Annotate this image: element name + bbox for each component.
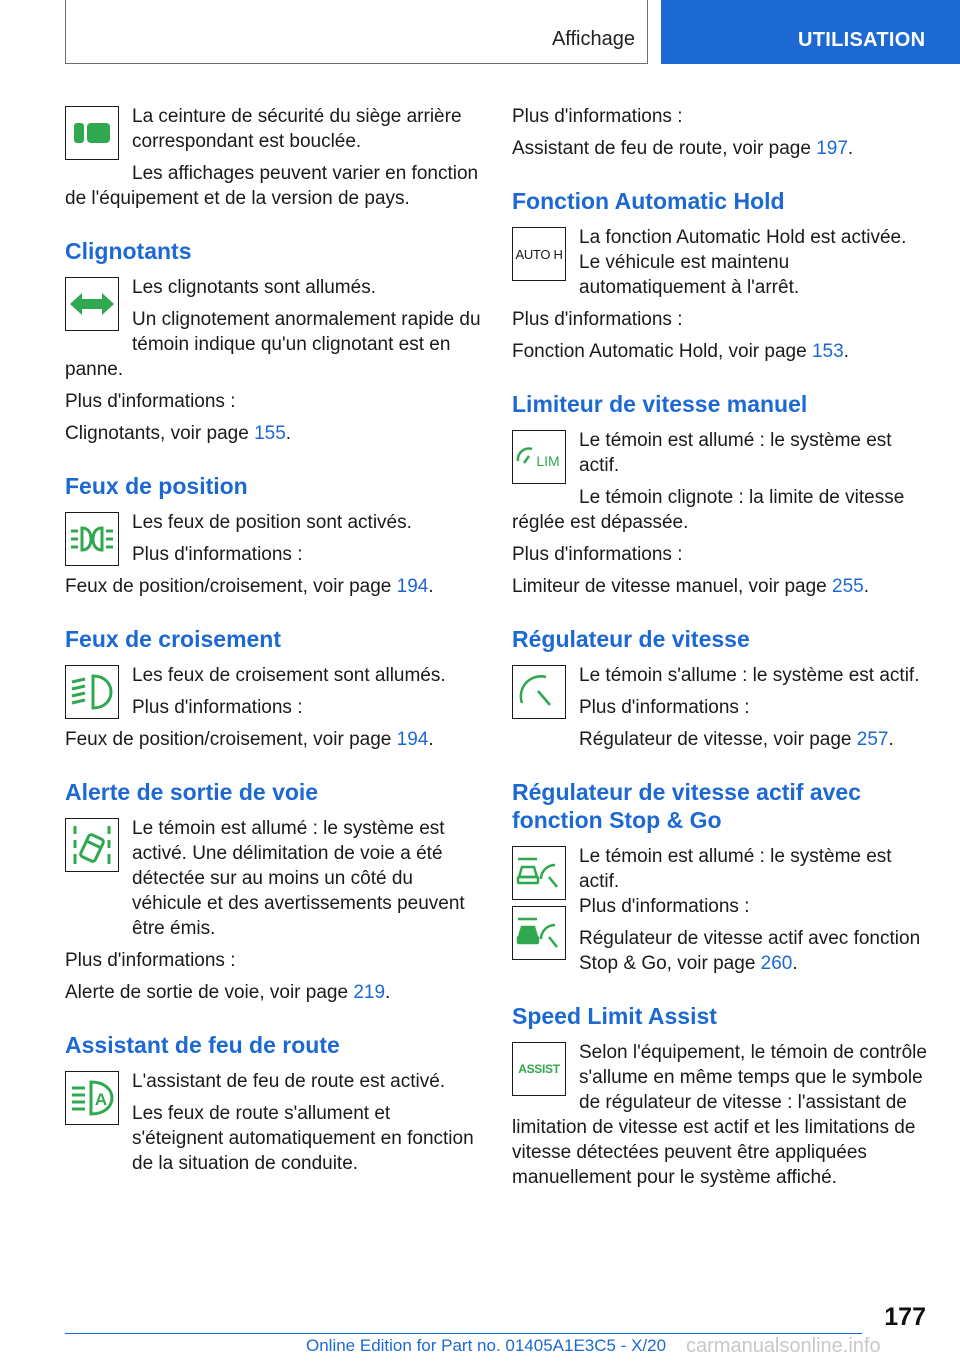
page-link-257[interactable]: 257: [856, 729, 889, 750]
heading-speed-limit-assist: Speed Limit Assist: [512, 1003, 717, 1029]
speed-limit-assist-icon: [512, 1042, 566, 1096]
position-entry: [65, 510, 483, 599]
route-text-1: L'assistant de feu de route est activé.: [132, 1071, 446, 1092]
page-link-219[interactable]: 219: [353, 982, 386, 1003]
route-text-2: Les feux de route s'allument et s'éteignent automatiquement en fonction de la situation de conduite.: [132, 1103, 474, 1174]
heading-automatic-hold: Fonction Automatic Hold: [512, 188, 785, 214]
cruise-control-icon: [512, 665, 566, 719]
lane-departure-icon: [65, 818, 119, 872]
clignotants-entry: [65, 275, 483, 382]
limiteur-text-1: Le témoin est allumé : le système est actif.: [579, 430, 892, 476]
clignotants-info-label: Plus d'informations :: [65, 391, 236, 412]
page-number: 177: [884, 1303, 926, 1331]
regulateur-text-2: Plus d'informations :: [579, 697, 750, 718]
green-seatbelt-indicator-icon: [65, 106, 119, 160]
acc-filled-icon: [512, 906, 566, 960]
regulateur-entry: [512, 663, 930, 752]
acc-ref: Régulateur de vitesse actif avec fonction Stop & Go, voir page 260.: [579, 928, 921, 974]
hold-entry: [512, 225, 930, 300]
seatbelt-text-1: La ceinture de sécurité du siège arrière correspondant est bouclée.: [132, 106, 462, 152]
sla-text-1: Selon l'équipement, le témoin de contrôle s'allume en même temps que le symbole de régulateur de vitesse : l'assistant de limitation de vitesse est actif et les limitations de vitesse détectées peuvent être appliquées manuellement pour le système affiché.: [512, 1042, 927, 1188]
seatbelt-text-2: Les affichages peuvent varier en fonction de l'équipement et de la version de pays.: [65, 163, 479, 209]
footer-edition: Online Edition for Part no. 01405A1E3C5 - X/20: [306, 1336, 667, 1355]
footer-rule: [65, 1333, 862, 1334]
header-section-box: [65, 0, 648, 64]
acc-outline-icon: [512, 846, 566, 900]
header-section-title: Affichage: [551, 28, 635, 50]
heading-limiteur: Limiteur de vitesse manuel: [512, 391, 808, 417]
page-link-194-b[interactable]: 194: [396, 729, 429, 750]
croisement-text-1: Les feux de croisement sont allumés.: [132, 665, 446, 686]
right-column: [512, 104, 930, 1190]
acc-text-2: Plus d'informations :: [579, 896, 750, 917]
position-text-2: Plus d'informations :: [132, 544, 303, 565]
croisement-ref: Feux de position/croisement, voir page 194.: [65, 729, 434, 750]
sortie-entry: [65, 816, 483, 941]
sortie-info-label: Plus d'informations :: [65, 950, 236, 971]
route-entry: [65, 1069, 483, 1176]
auto-hold-icon: [512, 227, 566, 281]
heading-sortie-voie: Alerte de sortie de voie: [65, 779, 319, 805]
acc-entry: [512, 844, 930, 976]
croisement-entry: [65, 663, 483, 752]
hold-ref: Fonction Automatic Hold, voir page 153.: [512, 341, 849, 362]
position-text-1: Les feux de position sont activés.: [132, 512, 412, 533]
heading-feux-position: Feux de position: [65, 473, 248, 499]
acc-text-1: Le témoin est allumé : le système est actif.: [579, 846, 892, 892]
limiteur-entry: [512, 428, 930, 535]
seatbelt-entry: [65, 104, 483, 211]
route-ref: Assistant de feu de route, voir page 197.: [512, 138, 854, 159]
heading-acc: Régulateur de vitesse actif avec fonction Stop & Go: [512, 779, 861, 833]
footer-watermark: carmanualsonline.info: [686, 1335, 881, 1357]
parking-lights-icon: [65, 512, 119, 566]
limiteur-info-label: Plus d'informations :: [512, 544, 683, 565]
speed-limiter-icon-label: LIM: [536, 453, 560, 469]
limiteur-ref: Limiteur de vitesse manuel, voir page 255.: [512, 576, 869, 597]
limiteur-text-2: Le témoin clignote : la limite de vitesse réglée est dépassée.: [512, 487, 905, 533]
svg-text:A: A: [94, 1090, 108, 1109]
hold-text-1: La fonction Automatic Hold est activée. Le véhicule est maintenu automatiquement à l'arrêt.: [579, 227, 907, 298]
sla-entry: [512, 1040, 930, 1190]
clignotants-ref: Clignotants, voir page 155.: [65, 423, 292, 444]
heading-regulateur: Régulateur de vitesse: [512, 626, 750, 652]
speed-limiter-icon: [512, 430, 566, 484]
clignotants-text-1: Les clignotants sont allumés.: [132, 277, 376, 298]
route-info-label: Plus d'informations :: [512, 106, 683, 127]
regulateur-text-1: Le témoin s'allume : le système est actif.: [579, 665, 920, 686]
page-link-197[interactable]: 197: [816, 138, 848, 159]
page-link-194-a[interactable]: 194: [396, 576, 429, 597]
header-chapter-box: [661, 0, 960, 64]
low-beam-icon: [65, 665, 119, 719]
hold-info-label: Plus d'informations :: [512, 309, 683, 330]
speed-limit-assist-icon-label: ASSIST: [518, 1062, 560, 1076]
sortie-text-1: Le témoin est allumé : le système est activé. Une délimitation de voie a été détectée sur au moins un côté du véhicule et des avertissements peuvent être émis.: [132, 818, 465, 939]
page-link-155[interactable]: 155: [254, 423, 286, 444]
clignotants-text-2: Un clignotement anormalement rapide du témoin indique qu'un clignotant est en panne.: [65, 309, 481, 380]
heading-feu-route: Assistant de feu de route: [65, 1032, 340, 1058]
auto-hold-icon-label: AUTO H: [515, 246, 563, 262]
page-link-255[interactable]: 255: [832, 576, 864, 597]
heading-clignotants: Clignotants: [65, 238, 192, 264]
sortie-ref: Alerte de sortie de voie, voir page 219.: [65, 982, 391, 1003]
high-beam-assist-icon: [65, 1071, 119, 1125]
left-column: [65, 104, 483, 1176]
position-ref: Feux de position/croisement, voir page 194.: [65, 576, 434, 597]
turn-signal-arrows-icon: [65, 277, 119, 331]
page-link-153[interactable]: 153: [811, 341, 844, 362]
croisement-text-2: Plus d'informations :: [132, 697, 303, 718]
header-chapter-title: UTILISATION: [798, 29, 926, 51]
regulateur-ref: Régulateur de vitesse, voir page 257.: [579, 729, 894, 750]
heading-feux-croisement: Feux de croisement: [65, 626, 282, 652]
page-link-260[interactable]: 260: [760, 953, 793, 974]
